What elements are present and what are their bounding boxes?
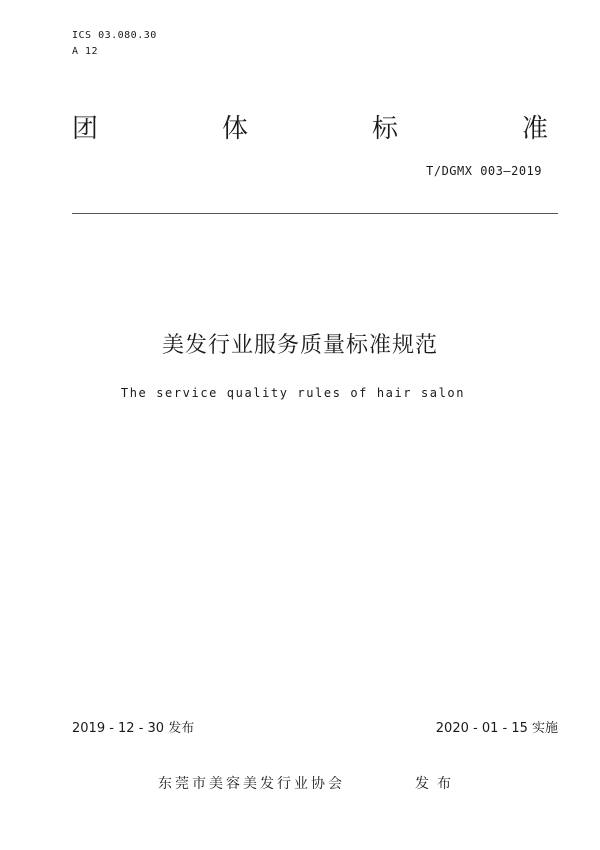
standard-type-char: 体 bbox=[222, 114, 249, 144]
publisher-name: 东莞市美容美发行业协会 bbox=[158, 776, 345, 792]
standard-type-char: 准 bbox=[522, 114, 549, 144]
standard-code: T/DGMX 003—2019 bbox=[426, 164, 542, 178]
implementation-date: 2020 - 01 - 15 实施 bbox=[435, 721, 558, 736]
header-divider bbox=[72, 213, 558, 214]
issue-date: 2019 - 12 - 30 发布 bbox=[72, 721, 195, 736]
document-title-chinese: 美发行业服务质量标准规范 bbox=[161, 333, 438, 358]
document-title-english: The service quality rules of hair salon bbox=[120, 386, 466, 400]
ccs-code: A 12 bbox=[72, 46, 99, 57]
standard-type-char: 团 bbox=[72, 114, 99, 144]
publish-label: 发布 bbox=[415, 776, 459, 792]
standard-type-char: 标 bbox=[372, 114, 399, 144]
ics-code: ICS 03.080.30 bbox=[72, 30, 157, 41]
